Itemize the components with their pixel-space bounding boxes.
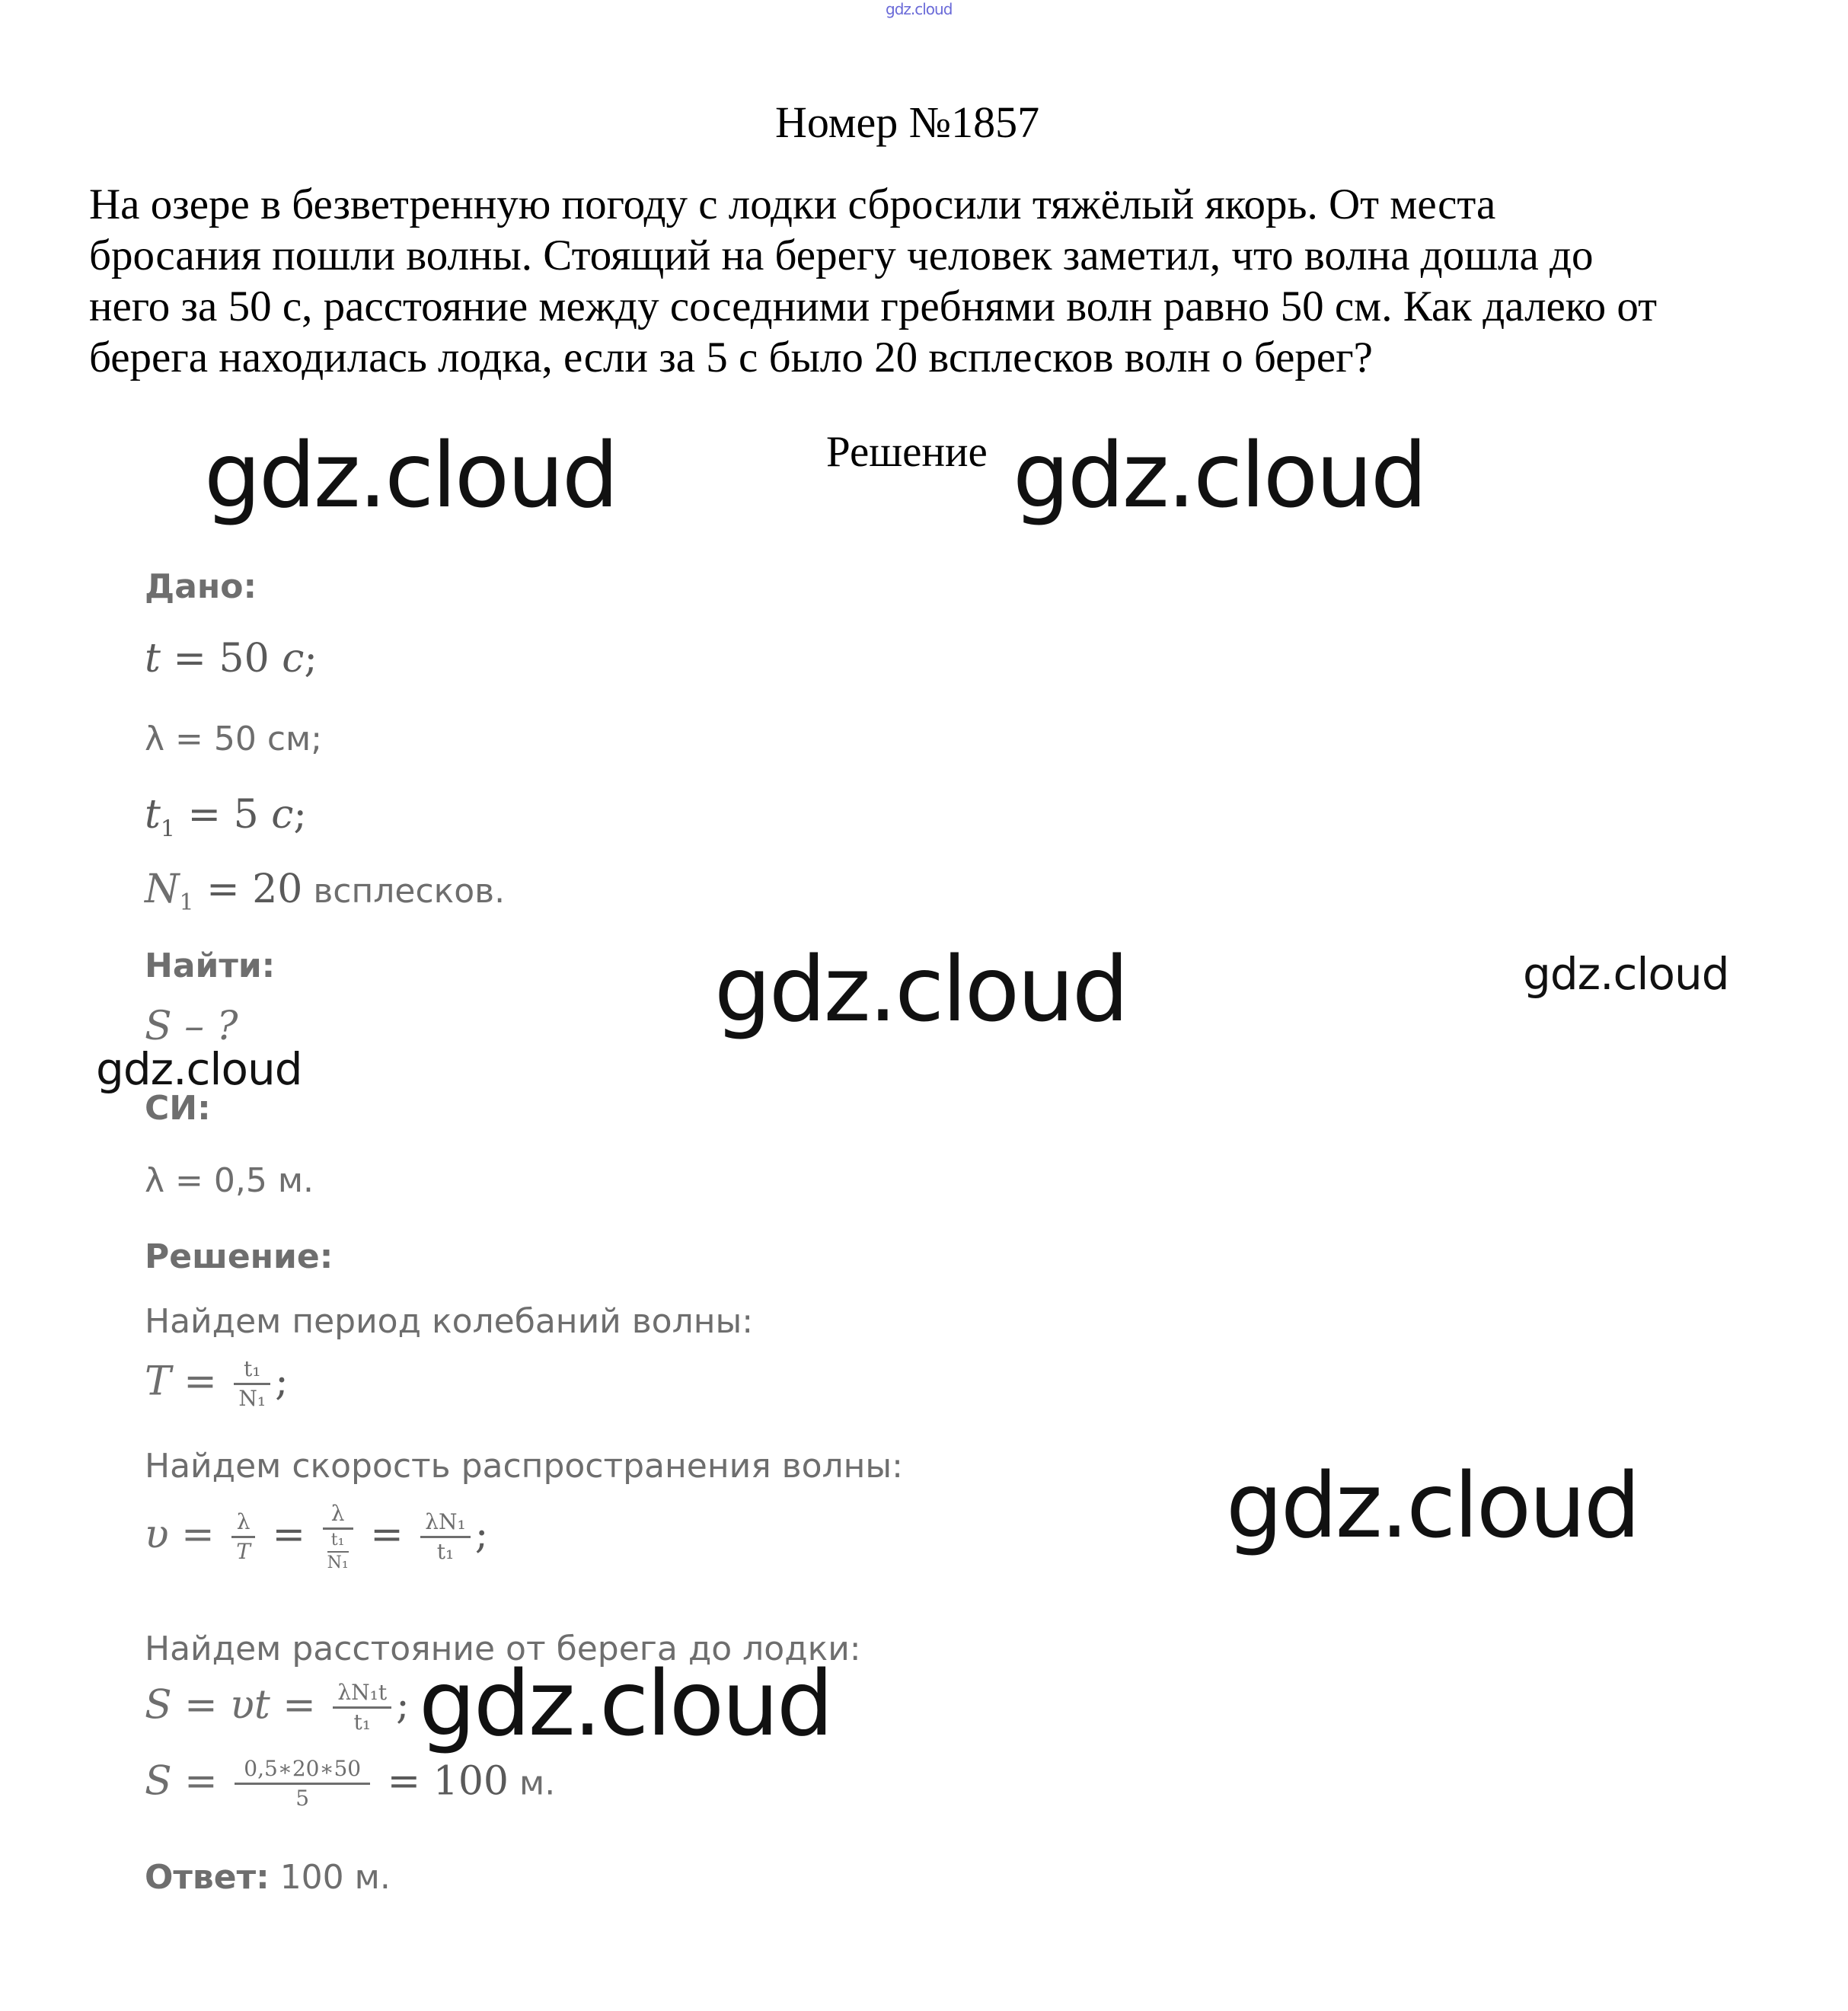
watermark: gdz.cloud <box>714 937 1127 1042</box>
watermark: gdz.cloud <box>204 423 617 528</box>
page-title: Номер №1857 <box>775 97 1040 147</box>
watermark: gdz.cloud <box>419 1651 831 1756</box>
fraction: $\frac{0,5∗20∗50}{5}$ <box>235 1755 370 1812</box>
step-distance: Найдем расстояние от берега до лодки: <box>145 1630 861 1668</box>
find-value: S – ? <box>145 1004 238 1049</box>
top-watermark: gdz.cloud <box>886 0 953 18</box>
si-label: СИ: <box>145 1089 211 1128</box>
problem-line: берега находилась лодка, если за 5 с было 20 всплесков волн о берег? <box>89 334 1373 381</box>
given-t1: $t_1 = 5$ c; <box>145 792 307 843</box>
si-value: λ = 0,5 м. <box>145 1161 314 1200</box>
formula-calc: S = $\frac{0,5∗20∗50}{5}$ = 100 м. <box>145 1756 556 1811</box>
problem-text <box>89 179 1764 383</box>
given-label: Дано: <box>145 567 257 606</box>
given-lambda: λ = 50 см; <box>145 720 323 758</box>
watermark: gdz.cloud <box>96 1043 302 1095</box>
fraction: $\frac{\text{λN₁}}{\text{t₁}}$ <box>420 1508 470 1566</box>
problem-line: На озере в безветренную погоду с лодки сбросили тяжёлый якорь. От места <box>89 180 1496 228</box>
fraction: $\frac{\text{λN₁t}}{\text{t₁}}$ <box>333 1679 391 1736</box>
formula-period: T = $\frac{\text{t₁}}{\text{N₁}}$ ; <box>145 1356 289 1411</box>
fraction: λ t₁ N₁ <box>323 1500 353 1574</box>
problem-line: бросания пошли волны. Стоящий на берегу человек заметил, что волна дошла до <box>89 231 1594 279</box>
given-t: t = 50 c; <box>145 636 318 682</box>
fraction: $\frac{\text{t₁}}{\text{N₁}}$ <box>234 1355 270 1412</box>
step-period: Найдем период колебаний волны: <box>145 1302 754 1341</box>
answer: Ответ: 100 м. <box>145 1858 391 1897</box>
step-speed: Найдем скорость распространения волны: <box>145 1447 903 1486</box>
given-n1: $N_1 = 20$ всплесков. <box>145 867 506 916</box>
problem-line: него за 50 с, расстояние между соседними гребнями волн равно 50 см. Как далеко от <box>89 282 1658 330</box>
solution-label: Решение: <box>145 1237 334 1276</box>
formula-speed: υ = $\frac{\lambda}{T}$ = λ t₁ N₁ = $\frac{\text{λN₁}}{\text{t₁}}$ ; <box>145 1501 489 1572</box>
watermark: gdz.cloud <box>1523 948 1729 1000</box>
solution-heading: Решение <box>826 428 988 476</box>
formula-distance: S = υt = $\frac{\text{λN₁t}}{\text{t₁}}$ ; <box>145 1680 410 1735</box>
watermark: gdz.cloud <box>1013 423 1425 528</box>
watermark: gdz.cloud <box>1226 1453 1639 1558</box>
find-label: Найти: <box>145 946 276 985</box>
fraction: $\frac{\lambda}{T}$ <box>231 1508 255 1566</box>
